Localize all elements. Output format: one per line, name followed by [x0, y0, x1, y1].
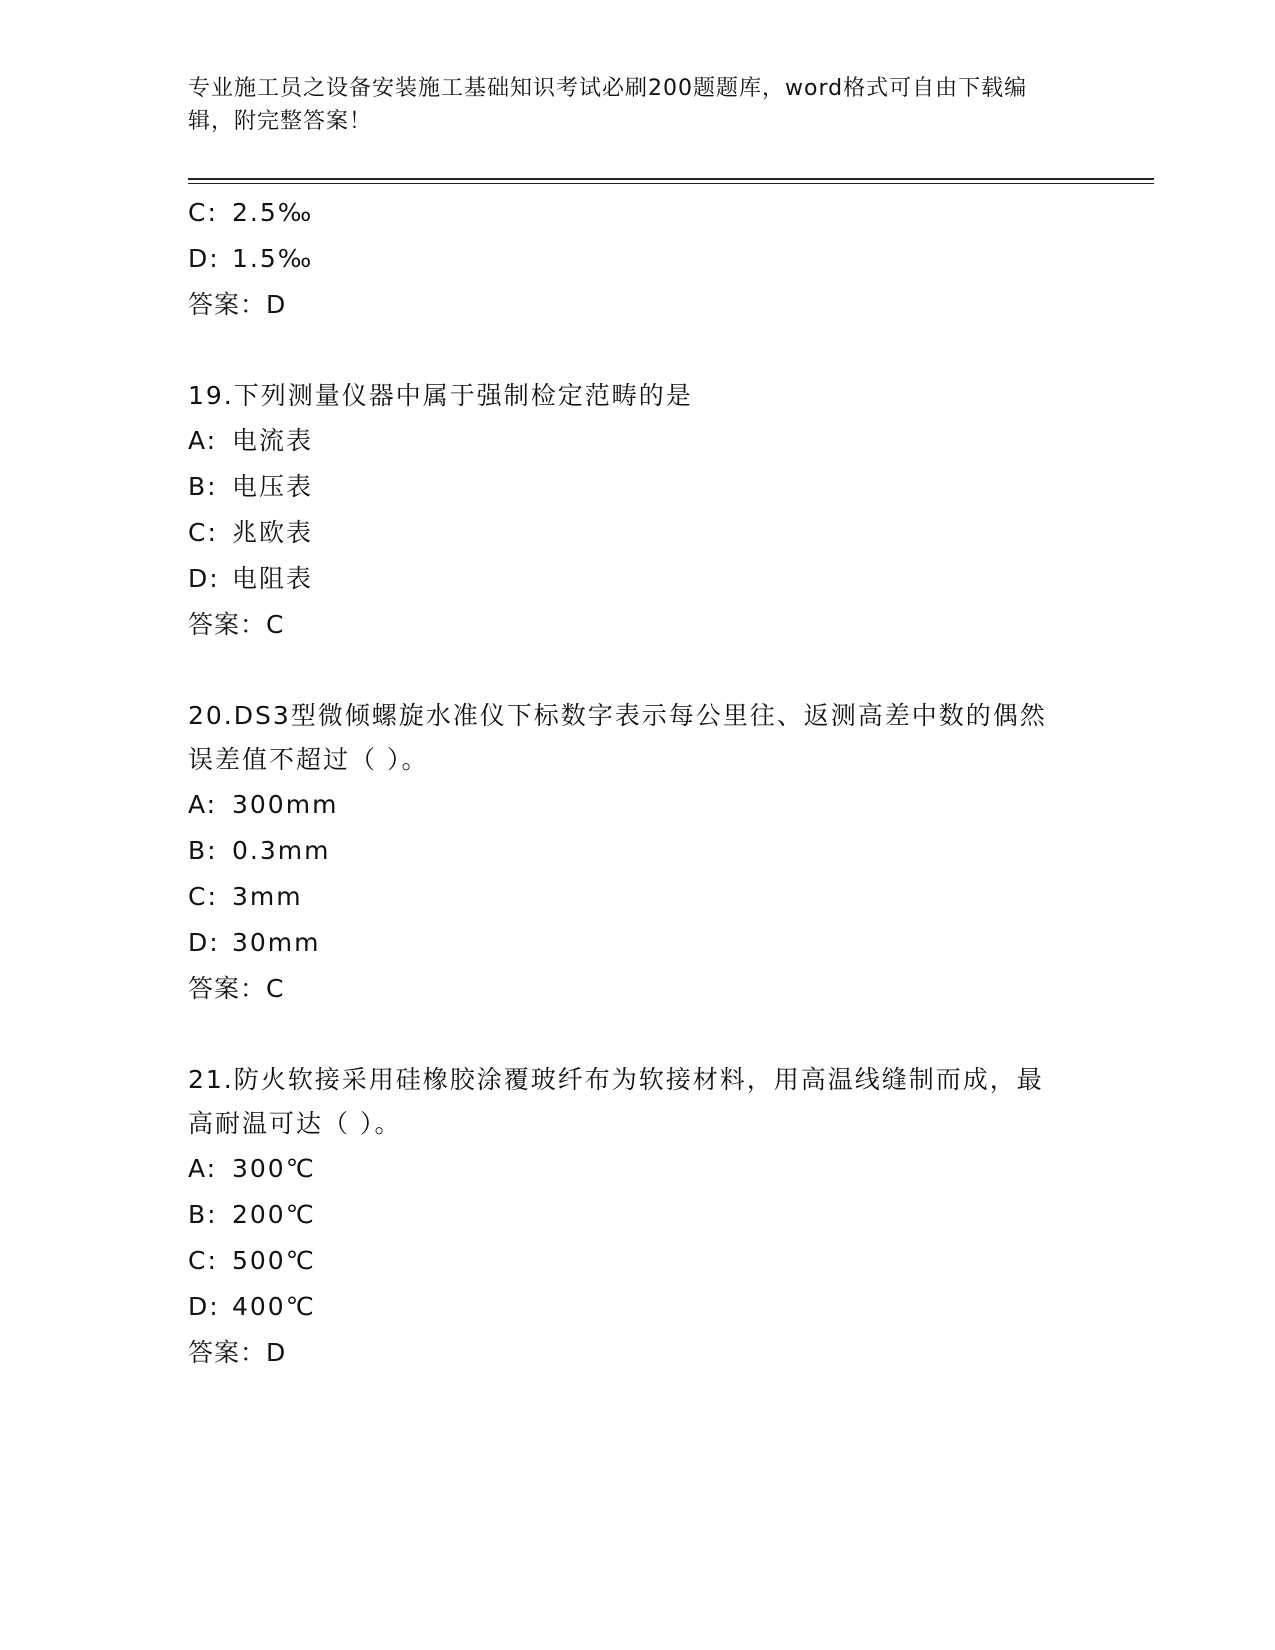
option-label: C: [188, 198, 218, 227]
answer-line: 答案：C [188, 974, 285, 1003]
option-label: D: [188, 244, 220, 273]
option-line [188, 464, 1088, 510]
question-19 [188, 374, 1088, 648]
option-text: 3mm [232, 882, 303, 911]
option-line [188, 236, 1088, 282]
option-label: B: [188, 836, 218, 865]
question-text: 21.防火软接采用硅橡胶涂覆玻纤布为软接材料，用高温线缝制而成，最高耐温可达（ ）。 [188, 1065, 1044, 1138]
question-text: 19.下列测量仪器中属于强制检定范畴的是 [188, 381, 693, 410]
option-text: 400℃ [232, 1292, 316, 1321]
option-text: 300℃ [232, 1154, 316, 1183]
option-label: D: [188, 928, 220, 957]
option-line [188, 190, 1088, 236]
option-label: B: [188, 1200, 218, 1229]
option-label: D: [188, 564, 220, 593]
option-line [188, 1192, 1088, 1238]
option-text: 2.5‰ [232, 198, 314, 227]
option-text: 电流表 [232, 426, 314, 455]
spacer [188, 648, 1088, 694]
answer-line: 答案：C [188, 610, 285, 639]
document-header: 专业施工员之设备安装施工基础知识考试必刷200题题库，word格式可自由下载编辑，附完整答案！ [188, 76, 1028, 134]
answer-line: 答案：D [188, 290, 287, 319]
option-line [188, 418, 1088, 464]
option-text: 500℃ [232, 1246, 316, 1275]
question-20 [188, 694, 1088, 1012]
option-label: A: [188, 426, 218, 455]
question-content [188, 190, 1088, 1376]
option-label: C: [188, 1246, 218, 1275]
prev-question [188, 190, 1088, 328]
option-line [188, 782, 1088, 828]
answer-line: 答案：D [188, 1338, 287, 1367]
option-text: 0.3mm [232, 836, 331, 865]
option-text: 200℃ [232, 1200, 316, 1229]
option-line [188, 920, 1088, 966]
option-text: 1.5‰ [232, 244, 314, 273]
option-label: C: [188, 518, 218, 547]
option-text: 电阻表 [232, 564, 314, 593]
option-text: 30mm [232, 928, 321, 957]
option-label: A: [188, 1154, 218, 1183]
option-line [188, 1238, 1088, 1284]
question-text: 20.DS3型微倾螺旋水准仪下标数字表示每公里往、返测高差中数的偶然误差值不超过（ ）。 [188, 701, 1047, 774]
spacer [188, 328, 1088, 374]
option-line [188, 874, 1088, 920]
option-label: A: [188, 790, 218, 819]
spacer [188, 1012, 1088, 1058]
header-rule-thin [188, 183, 1154, 184]
option-line [188, 556, 1088, 602]
header-rule-thick [188, 178, 1154, 180]
option-text: 300mm [232, 790, 339, 819]
option-line [188, 828, 1088, 874]
option-label: C: [188, 882, 218, 911]
option-line [188, 510, 1088, 556]
option-line [188, 1146, 1088, 1192]
option-text: 电压表 [232, 472, 314, 501]
option-line [188, 1284, 1088, 1330]
option-label: D: [188, 1292, 220, 1321]
option-text: 兆欧表 [232, 518, 314, 547]
question-21 [188, 1058, 1088, 1376]
option-label: B: [188, 472, 218, 501]
